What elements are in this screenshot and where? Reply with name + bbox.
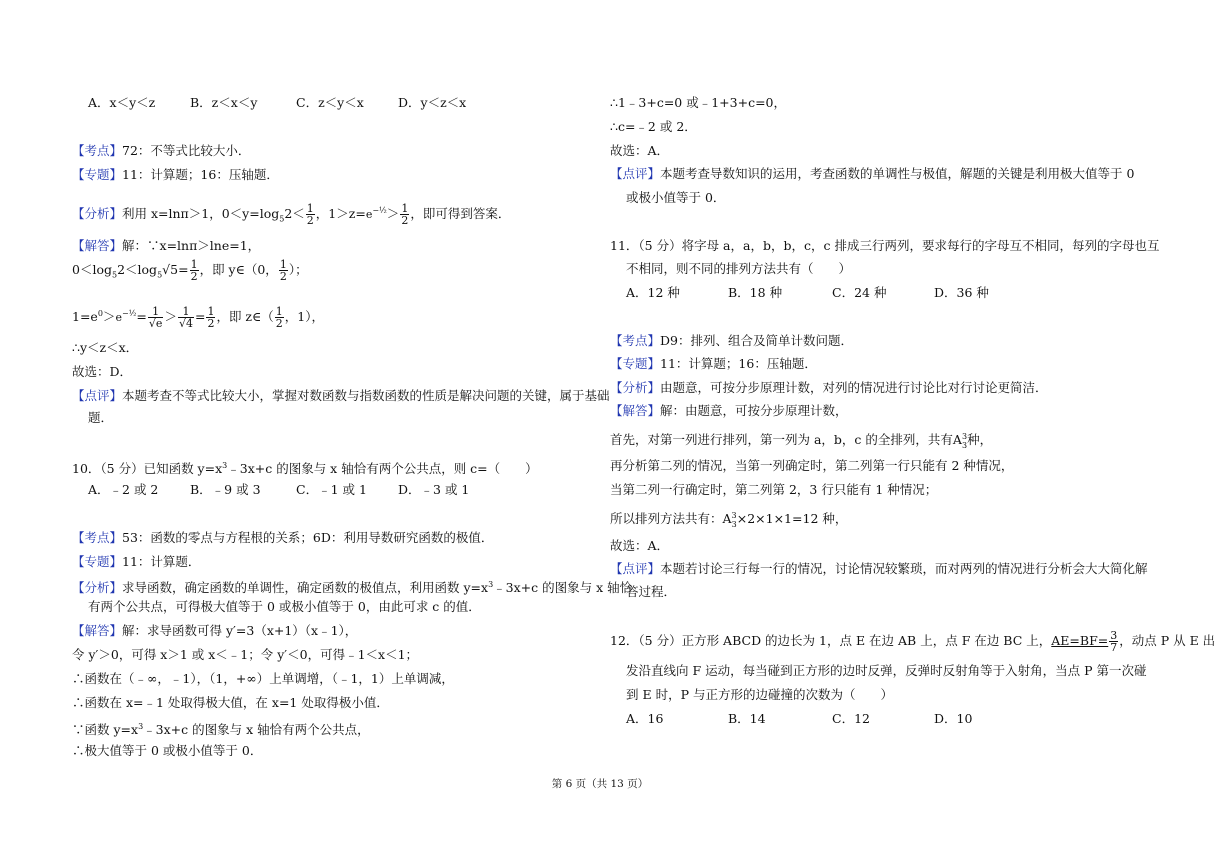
q10-kaodian: [72, 530, 493, 546]
q11-kaodian: [610, 333, 853, 349]
fraction-half: [306, 203, 315, 226]
q10-jieda-5: [72, 719, 370, 738]
q9-jieda-3f: =: [194, 309, 206, 325]
q10-zhuanti-text: 11：计算题．: [122, 554, 201, 569]
left-column: [72, 0, 633, 848]
q11-option-d: D．36 种: [934, 285, 989, 300]
right-line-1: ∴1﹣3+c=0 或﹣1+3+c=0，: [610, 95, 787, 110]
q11-jieda: [610, 403, 848, 419]
fraction-half: [190, 259, 199, 282]
q9-jieda-1: [72, 238, 260, 254]
perm-a33: [722, 511, 737, 529]
q11-jieda-text-1: 解：由题意，可按分步原理计数，: [660, 403, 848, 418]
q11-option-b: B．18 种: [728, 285, 783, 300]
q11-jieda-2a: 首先，对第一列进行排列，第一列为 a，b，c 的全排列，共有: [610, 432, 953, 448]
frac-den: 2: [306, 214, 314, 228]
q9-jieda-4: ∴y＜z＜x．: [72, 340, 139, 355]
q10-option-d: D．﹣3 或 1: [398, 482, 470, 497]
q9-option-c: C．z＜y＜x: [296, 95, 364, 110]
q10-fenxi-2: 有两个公共点，可得极大值等于 0 或极小值等于 0，由此可求 c 的值．: [88, 599, 481, 614]
q11-option-a: A．12 种: [626, 285, 680, 300]
q9-option-d: D．y＜z＜x: [398, 95, 467, 110]
q10-option-a: A．﹣2 或 2: [88, 482, 159, 497]
perm-a33: [952, 432, 968, 450]
frac-num: 3: [1110, 629, 1118, 642]
tag-zhuanti: 【专题】: [72, 167, 123, 182]
q9-jieda-5: 故选：D．: [72, 364, 133, 379]
q9-fenxi-end: ，即可得到答案．: [410, 206, 511, 222]
q9-jieda-2e: ）；: [288, 262, 308, 277]
q11-stem-2: 不相同，则不同的排列方法共有（ ）: [626, 261, 852, 276]
q9-fenxi: [72, 200, 510, 231]
frac-den: √4: [178, 317, 193, 331]
right-line-2: ∴c=﹣2 或 2．: [610, 119, 697, 134]
q12-option-b: B．14: [728, 711, 766, 726]
q9-fenxi-text-c: ，1＞z=: [315, 206, 366, 222]
sup-0: 0: [97, 309, 103, 318]
q11-jieda-5b: ×2×1×1=12 种，: [736, 511, 848, 527]
q10-stem: [72, 458, 538, 477]
q9-jieda-2d: ，即 y∈（0，: [199, 262, 278, 277]
tag-jieda: 【解答】: [72, 623, 123, 638]
q10-jieda-3: ∴函数在（﹣∞，﹣1），（1，+∞）上单调增，（﹣1，1）上单调减，: [72, 671, 454, 686]
q10-fenxi: [72, 577, 632, 596]
q10-fenxi-a: 求导函数，确定函数的单调性，确定函数的极值点，利用函数 y=x: [122, 580, 489, 596]
q10-option-c: C．﹣1 或 1: [296, 482, 367, 497]
q10-kaodian-text: 53：函数的零点与方程根的关系；6D：利用导数研究函数的极值．: [122, 530, 494, 545]
q10-fenxi-c: ﹣3x+c 的图象与 x 轴恰: [493, 580, 633, 596]
q11-jieda-5: [610, 506, 847, 535]
frac-num: 1: [306, 202, 314, 216]
q9-jieda-3h: ，1），: [284, 309, 324, 325]
tag-dianping: 【点评】: [610, 561, 661, 576]
q9-dianping-2: 题．: [88, 410, 114, 425]
q11-dianping: [610, 561, 1148, 577]
q9-zhuanti: [72, 167, 279, 183]
q10-jieda-2: 令 y′＞0，可得 x＞1 或 x＜﹣1；令 y′＜0，可得﹣1＜x＜1；: [72, 647, 419, 662]
q9-fenxi-text-b: 2＜: [284, 206, 305, 222]
fraction-half: [206, 306, 215, 329]
frac-num: 1: [207, 305, 215, 319]
q9-jieda-3c: ＞: [102, 309, 116, 325]
frac-den: 7: [1110, 641, 1118, 654]
q11-dianping-2: 答过程．: [626, 584, 677, 599]
perm-sup: 3: [961, 432, 968, 441]
q9-jieda-2a: 0＜log: [72, 262, 112, 277]
q11-jieda-6: 故选：A．: [610, 538, 670, 553]
fraction-one-over-sqrt-4: [178, 306, 194, 329]
page-footer: 第 6 页（共 13 页）: [551, 778, 649, 790]
q11-zhuanti: [610, 356, 817, 372]
q9-jieda-text-1: 解：∵x=lnπ＞lne=1，: [122, 238, 261, 253]
q11-jieda-4: 当第二列一行确定时，第二列第 2，3 行只能有 1 种情况；: [610, 482, 938, 497]
q9-fenxi-text-d: ＞: [386, 206, 400, 222]
q9-dianping-text: 本题考查不等式比较大小，掌握对数函数与指数函数的性质是解决问题的关键，属于基础: [122, 388, 610, 403]
q11-jieda-2b: 种，: [967, 432, 993, 448]
q9-jieda-3e: ＞: [164, 309, 177, 325]
q12-option-d: D．10: [934, 711, 973, 726]
q9-jieda-3d: =: [136, 309, 147, 325]
q12-stem-2: 发沿直线向 F 运动，每当碰到正方形的边时反弹，反弹时反射角等于入射角，当点 P 第一次碰: [626, 663, 1147, 678]
q9-option-a: A．x＜y＜z: [88, 95, 156, 110]
q9-zhuanti-text: 11：计算题；16：压轴题．: [122, 167, 279, 182]
tag-dianping: 【点评】: [610, 166, 661, 181]
q9-jieda-3a: 1=e: [72, 309, 98, 325]
tag-kaodian: 【考点】: [610, 333, 661, 348]
q10-dianping: [610, 166, 1134, 182]
perm-sub: 3: [962, 440, 968, 450]
perm-sup: 3: [731, 511, 737, 520]
q12-option-c: C．12: [832, 711, 870, 726]
frac-den: 2: [275, 317, 283, 331]
q12-stem-3: 到 E 时，P 与正方形的边碰撞的次数为（ ）: [626, 687, 893, 702]
frac-den: 2: [279, 270, 287, 283]
sup-3: 3: [488, 580, 494, 589]
tag-zhuanti: 【专题】: [610, 356, 661, 371]
perm-letter: A: [952, 432, 962, 448]
q11-fenxi: [610, 380, 1048, 396]
tag-fenxi: 【分析】: [610, 380, 661, 395]
fraction-half: [275, 306, 284, 329]
frac-den: √e: [148, 317, 163, 331]
q9-fenxi-exp: −½: [372, 206, 387, 215]
q12-stem-1: [610, 630, 1215, 653]
fraction-half: [400, 203, 409, 226]
frac-den: 2: [190, 270, 198, 283]
right-column: [610, 0, 1215, 848]
sup-3: 3: [138, 722, 144, 731]
q9-jieda-3g: ，即 z∈（: [216, 309, 274, 325]
q9-fenxi-e: e: [365, 208, 373, 222]
q10-dianping-2: 或极小值等于 0．: [626, 190, 726, 205]
frac-num: 1: [178, 306, 194, 318]
q10-zhuanti: [72, 554, 200, 570]
q12-option-a: A．16: [626, 711, 664, 726]
q11-option-c: C．24 种: [832, 285, 887, 300]
tag-jieda: 【解答】: [72, 238, 123, 253]
q10-jieda-4: ∴函数在 x=﹣1 处取得极大值，在 x=1 处取得极小值．: [72, 695, 389, 710]
q9-jieda-3: [72, 302, 324, 330]
q11-zhuanti-text: 11：计算题；16：压轴题．: [660, 356, 817, 371]
q11-stem-1: 11．（5 分）将字母 a，a，b，b，c，c 排成三行两列，要求每行的字母互不相同，每列的字母也互: [610, 238, 1160, 253]
tag-kaodian: 【考点】: [72, 530, 123, 545]
sub-5: 5: [157, 270, 163, 280]
q9-jieda-2: [72, 259, 308, 287]
tag-kaodian: 【考点】: [72, 143, 123, 158]
tag-fenxi: 【分析】: [72, 580, 123, 596]
q10-jieda-5a: ∵函数 y=x: [72, 722, 139, 738]
tag-fenxi: 【分析】: [72, 206, 123, 222]
perm-sub: 3: [731, 519, 737, 529]
q11-kaodian-text: D9：排列、组合及简单计数问题．: [660, 333, 853, 348]
frac-num: 1: [275, 305, 283, 319]
tag-zhuanti: 【专题】: [72, 554, 123, 569]
q9-fenxi-text-a: 利用 x=lnπ＞1，0＜y=log: [122, 206, 280, 222]
fraction-half: [279, 259, 288, 282]
fraction-one-over-sqrt-e: [148, 306, 164, 329]
perm-letter: A: [722, 511, 732, 527]
q10-stem-a: 10．（5 分）已知函数 y=x: [72, 461, 223, 477]
q10-stem-c: ﹣3x+c 的图象与 x 轴恰有两个公共点，则 c=（ ）: [227, 461, 538, 477]
q9-kaodian: [72, 143, 250, 159]
q10-dianping-text: 本题考查导数知识的运用，考查函数的单调性与极值，解题的关键是利用极大值等于 0: [660, 166, 1135, 181]
frac-num: 1: [190, 258, 198, 271]
q9-option-b: B．z＜x＜y: [190, 95, 258, 110]
right-line-3: 故选：A．: [610, 143, 670, 158]
q9-dianping: [72, 388, 610, 404]
q9-fenxi-sub: 5: [279, 214, 285, 224]
sub-5: 5: [111, 270, 118, 280]
tag-dianping: 【点评】: [72, 388, 123, 403]
q10-option-b: B．﹣9 或 3: [190, 482, 261, 497]
frac-den: 2: [401, 214, 409, 228]
q11-jieda-2: [610, 427, 992, 456]
frac-num: 1: [148, 306, 164, 318]
q11-fenxi-text: 由题意，可按分步原理计数，对列的情况进行讨论比对行讨论更简洁．: [660, 380, 1048, 395]
sup-3: 3: [222, 461, 228, 470]
q9-jieda-2c: √5=: [162, 262, 189, 277]
q11-dianping-text: 本题若讨论三行每一行的情况，讨论情况较繁琐，而对两列的情况进行分析会大大简化解: [660, 561, 1148, 576]
exp-neg-half: −½: [121, 309, 137, 318]
q10-jieda: [72, 623, 357, 639]
q12-stem-1a: 12．（5 分）正方形 ABCD 的边长为 1，点 E 在边 AB 上，点 F 在边 BC 上，: [610, 633, 1052, 648]
q9-kaodian-text: 72：不等式比较大小．: [122, 143, 251, 158]
q10-jieda-text-1: 解：求导函数可得 y′=3（x+1）（x﹣1），: [122, 623, 358, 638]
q10-jieda-5c: ﹣3x+c 的图象与 x 轴恰有两个公共点，: [143, 722, 370, 738]
q11-jieda-3: 再分析第二列的情况，当第一列确定时，第二列第一行只能有 2 种情况，: [610, 458, 1014, 473]
fraction-three-sevenths: [1109, 630, 1118, 653]
q12-stem-1c: ，动点 P 从 E 出: [1119, 633, 1215, 648]
q11-jieda-5a: 所以排列方法共有：: [610, 511, 723, 527]
q10-jieda-6: ∴极大值等于 0 或极小值等于 0．: [72, 743, 263, 758]
frac-num: 1: [279, 258, 287, 271]
e-base: e: [115, 311, 122, 325]
q12-stem-1b: AE=BF=: [1051, 633, 1109, 648]
tag-jieda: 【解答】: [610, 403, 661, 418]
frac-den: 2: [207, 317, 215, 331]
frac-num: 1: [401, 202, 409, 216]
q9-jieda-2b: 2＜log: [117, 262, 158, 277]
